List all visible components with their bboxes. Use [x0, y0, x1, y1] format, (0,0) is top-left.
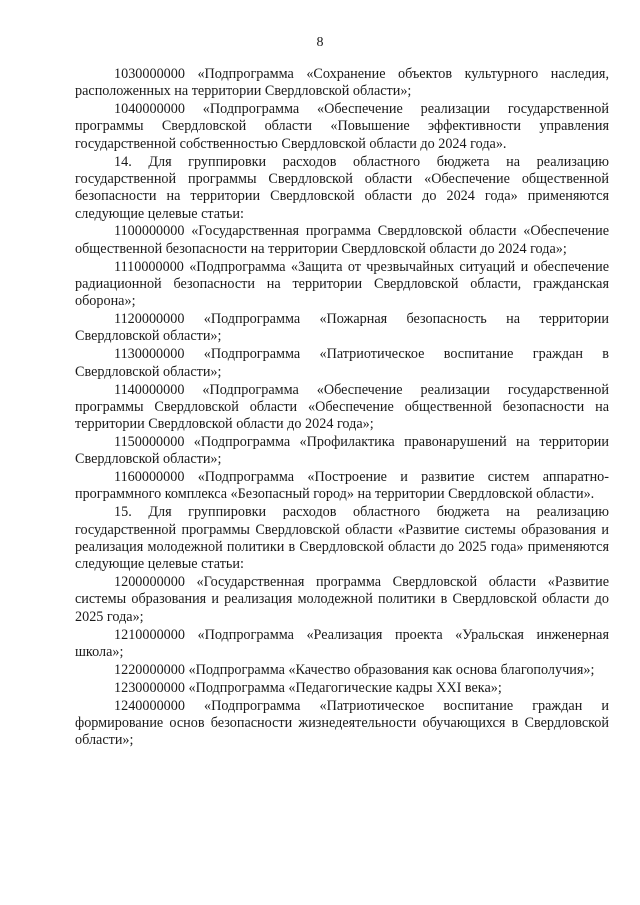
paragraph-1200000000: 1200000000 «Государственная программа Свердловской области «Развитие системы образования и реализация молодежной политики в Свердловской области до 2025 года»;: [75, 574, 609, 625]
paragraph-1120000000: 1120000000 «Подпрограмма «Пожарная безопасность на территории Свердловской области»;: [75, 311, 609, 345]
document-body: [75, 66, 609, 750]
paragraph-1100000000: 1100000000 «Государственная программа Свердловской области «Обеспечение общественной безопасности на территории Свердловской области до 2024 года»;: [75, 223, 609, 257]
paragraph-1210000000: 1210000000 «Подпрограмма «Реализация проекта «Уральская инженерная школа»;: [75, 626, 609, 660]
paragraph-section-14: 14. Для группировки расходов областного бюджета на реализацию государственной программы Свердловской области «Обеспечение общественной безопасности на территории Свердловской области до 2024 года» применяются следующие целевые статьи:: [75, 153, 609, 222]
paragraph-section-15: 15. Для группировки расходов областного бюджета на реализацию государственной программы Свердловской области «Развитие системы образования и реализация молодежной политики в Свердловской области до 2025 года» применяются следующие целевые статьи:: [75, 504, 609, 573]
paragraph-1230000000: 1230000000 «Подпрограмма «Педагогические кадры XXI века»;: [114, 679, 502, 696]
paragraph-1150000000: 1150000000 «Подпрограмма «Профилактика правонарушений на территории Свердловской области»;: [75, 433, 609, 468]
paragraph-1110000000: 1110000000 «Подпрограмма «Защита от чрезвычайных ситуаций и обеспечение радиационной безопасности на территории Свердловской области, гражданская оборона»;: [75, 258, 609, 310]
paragraph-1140000000: 1140000000 «Подпрограмма «Обеспечение реализации государственной программы Свердловской области «Обеспечение общественной безопасности на территории Свердловской области до 2024 года»;: [75, 381, 609, 433]
paragraph-1160000000: 1160000000 «Подпрограмма «Построение и развитие систем аппаратно-программного комплекса «Безопасный город» на территории Свердловской области».: [75, 469, 609, 503]
page-number: 8: [316, 35, 324, 50]
paragraph-1220000000: 1220000000 «Подпрограмма «Качество образования как основа благополучия»;: [114, 661, 595, 678]
paragraph-1040000000: 1040000000 «Подпрограмма «Обеспечение реализации государственной программы Свердловской области «Повышение эффективности управления государственной собственностью Свердловской области до 2024 года».: [75, 101, 609, 152]
paragraph-1030000000: 1030000000 «Подпрограмма «Сохранение объектов культурного наследия, расположенных на территории Свердловской области»;: [75, 66, 609, 100]
paragraph-1240000000: 1240000000 «Подпрограмма «Патриотическое воспитание граждан и формирование основ безопасности жизнедеятельности обучающихся в Свердловской области»;: [75, 697, 609, 749]
paragraph-1130000000: 1130000000 «Подпрограмма «Патриотическое воспитание граждан в Свердловской области»;: [75, 346, 609, 380]
